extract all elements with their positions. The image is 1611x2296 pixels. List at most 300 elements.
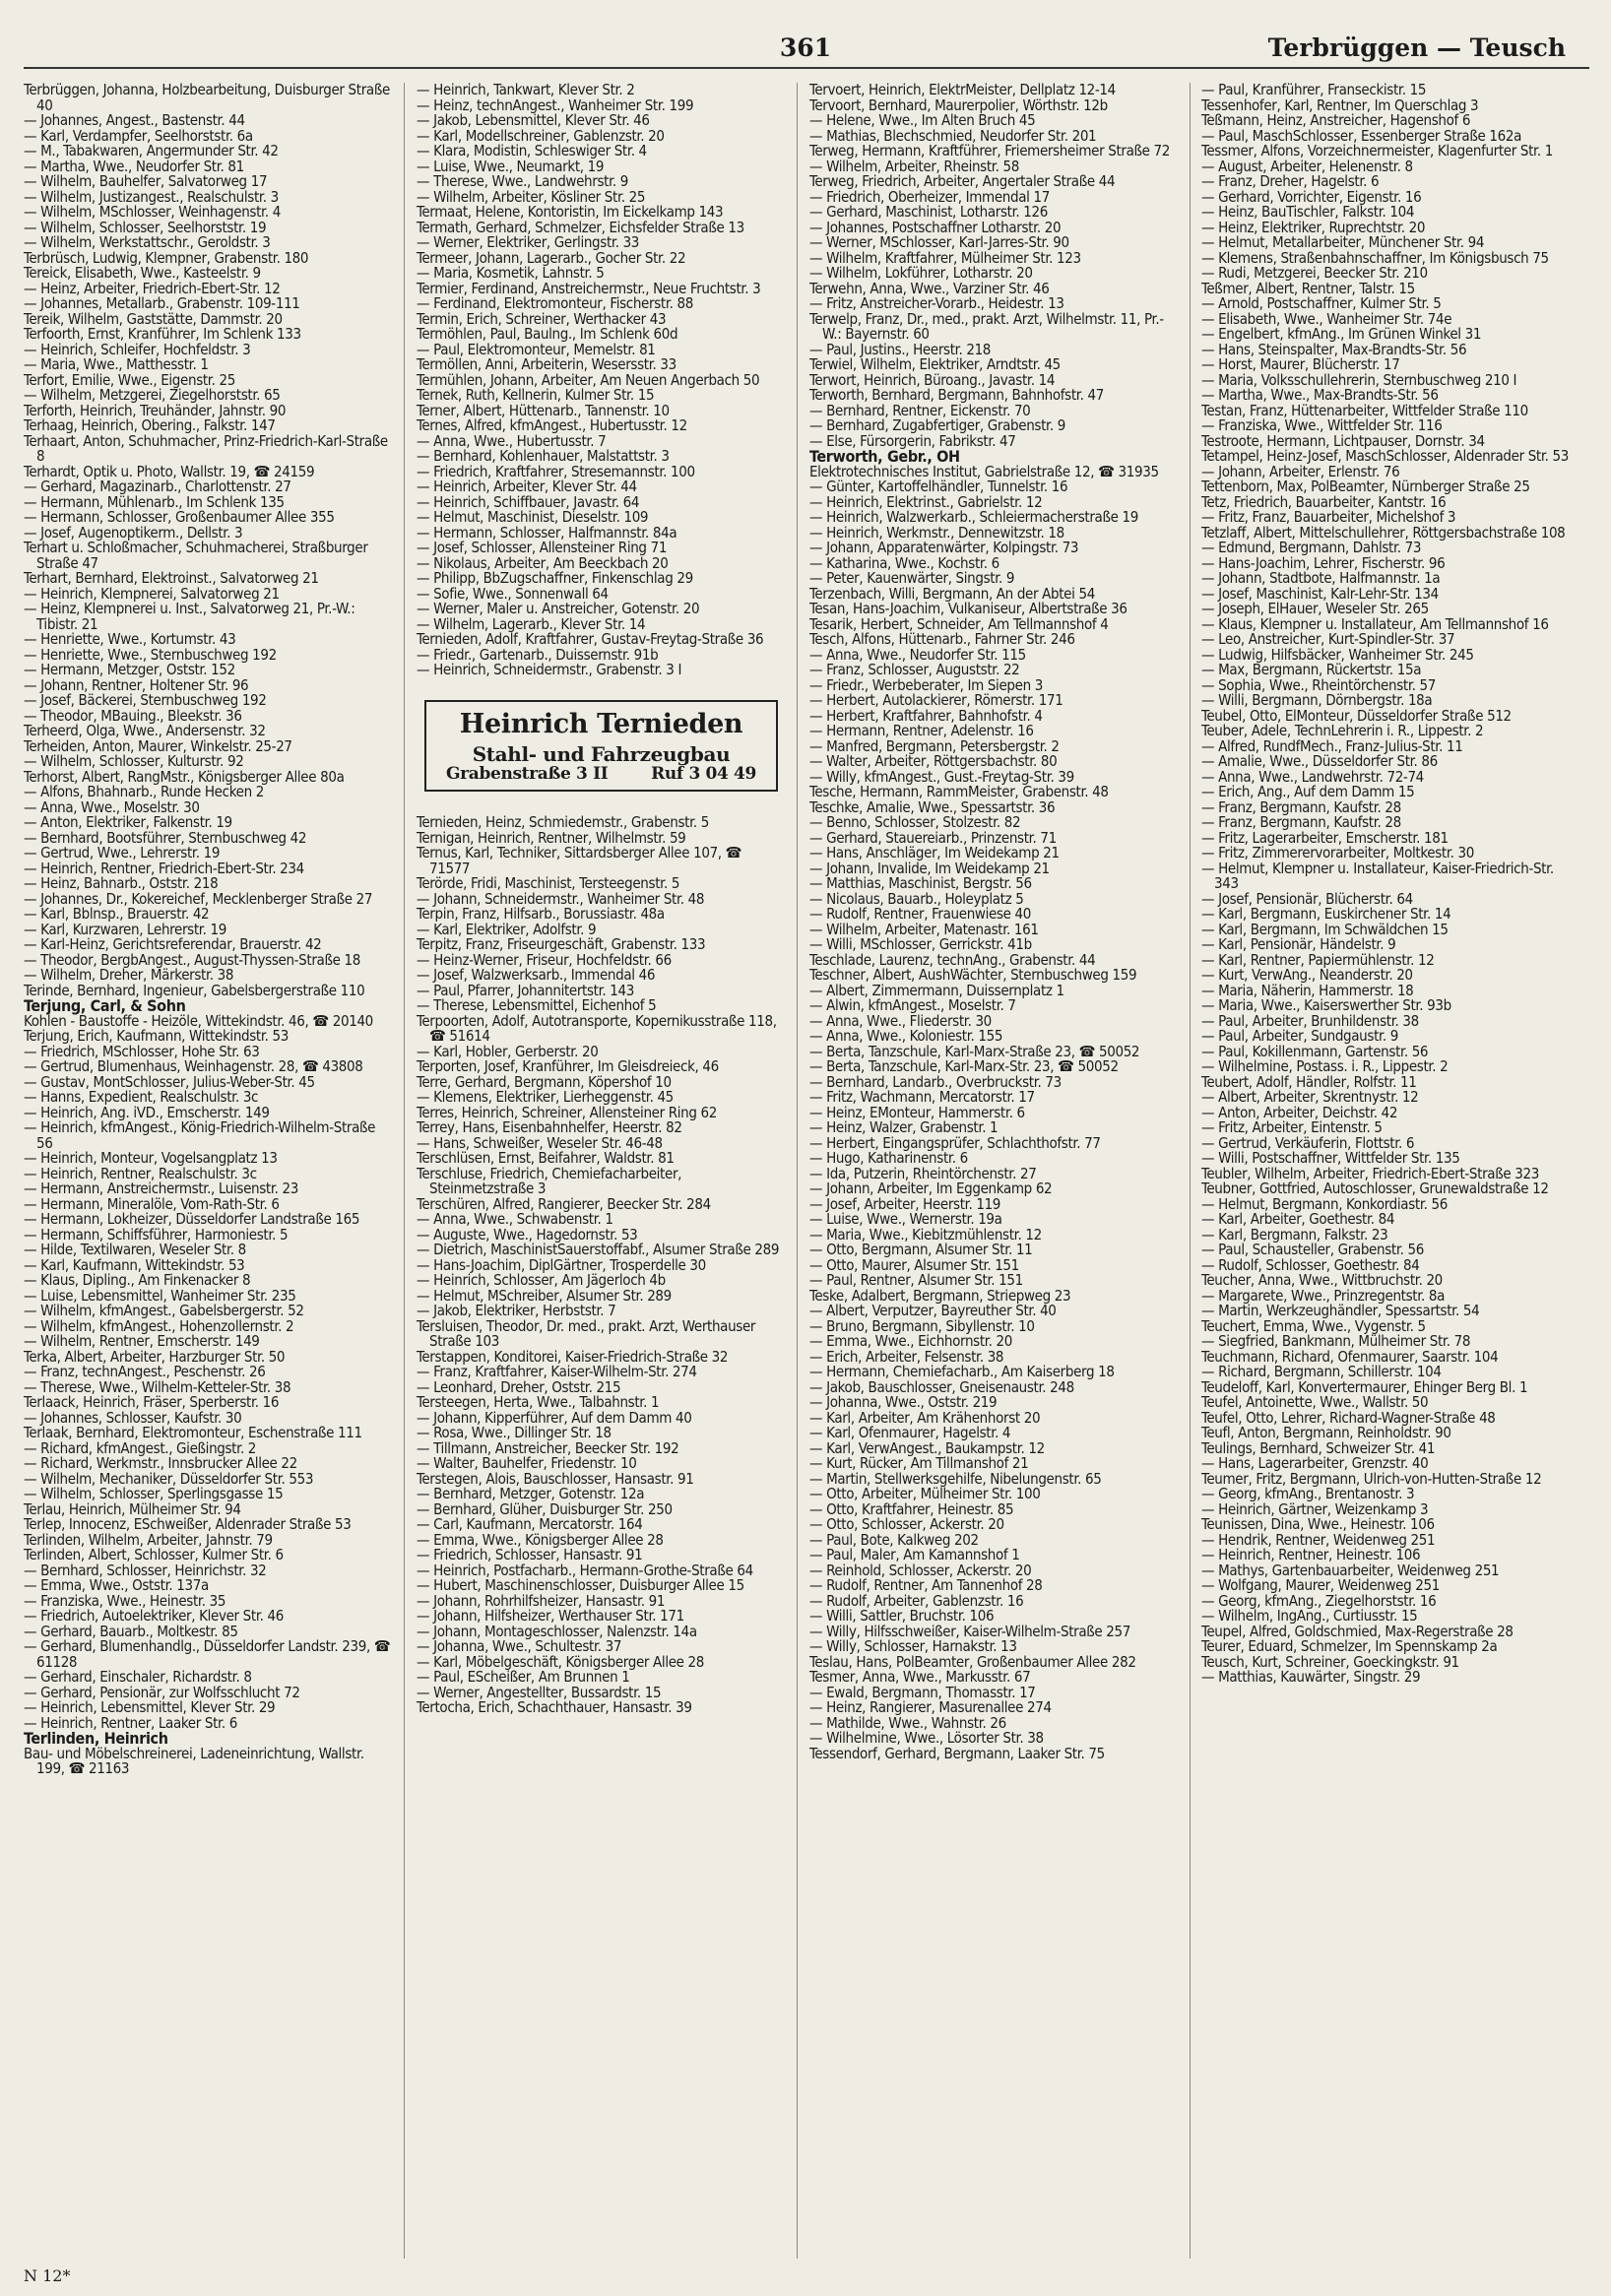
directory-entry: — Karl, Bergmann, Im Schwäldchen 15 — [1201, 920, 1449, 938]
directory-entry: Tesarik, Herbert, Schneider, Am Tellmannshof 4 — [809, 614, 1109, 633]
directory-entry: — Rosa, Wwe., Dillinger Str. 18 — [417, 1424, 612, 1441]
directory-entry: — Wilhelm, Schlosser, Sperlingsgasse 15 — [24, 1485, 284, 1502]
directory-entry: — Emma, Wwe., Eichhornstr. 20 — [809, 1332, 1012, 1350]
directory-entry: — Ida, Putzerin, Rheintörchenstr. 27 — [809, 1164, 1037, 1182]
directory-entry: — Heinz, BauTischler, Falkstr. 104 — [1201, 203, 1415, 221]
directory-entry: — Klaus, Klempner u. Installateur, Am Tellmannshof 16 — [1201, 614, 1549, 633]
directory-entry: — Hans, Schweißer, Weseler Str. 46-48 — [417, 1133, 663, 1152]
directory-entry: — Carl, Kaufmann, Mercatorstr. 164 — [417, 1515, 643, 1533]
directory-entry: — Bernhard, Rentner, Eickenstr. 70 — [809, 401, 1031, 419]
directory-entry: — Wilhelm, MSchlosser, Weinhagenstr. 4 — [24, 203, 281, 221]
directory-entry: Tertocha, Erich, Schachthauer, Hansastr. 39 — [417, 1698, 692, 1716]
directory-entry: — Engelbert, kfmAng., Im Grünen Winkel 31 — [1201, 325, 1482, 343]
directory-entry: — Leonhard, Dreher, Oststr. 215 — [417, 1377, 621, 1396]
directory-entry: Tereik, Wilhelm, Gaststätte, Dammstr. 20 — [24, 309, 283, 328]
directory-entry: — Henriette, Wwe., Kortumstr. 43 — [24, 630, 236, 648]
directory-entry: Teulings, Bernhard, Schweizer Str. 41 — [1201, 1438, 1436, 1457]
directory-entry: Teubert, Adolf, Händler, Rolfstr. 11 — [1201, 1072, 1417, 1091]
directory-entry: — Heinrich, Ang. iVD., Emscherstr. 149 — [24, 1103, 270, 1121]
directory-entry: Terporten, Josef, Kranführer, Im Gleisdreieck, 46 — [417, 1057, 719, 1075]
directory-entry: — Therese, Wwe., Wilhelm-Ketteler-Str. 38 — [24, 1377, 291, 1396]
directory-entry: Terres, Heinrich, Schreiner, Allensteiner Ring 62 — [417, 1103, 717, 1121]
directory-entry: — Wolfgang, Maurer, Weidenweg 251 — [1201, 1576, 1440, 1594]
directory-entry: — Heinrich, Rentner, Realschulstr. 3c — [24, 1164, 257, 1182]
directory-entry: — Johannes, Metallarb., Grabenstr. 109-111 — [24, 294, 300, 312]
directory-entry: — Wilhelm, IngAng., Curtiusstr. 15 — [1201, 1607, 1418, 1625]
directory-entry: — Bernhard, Bootsführer, Sternbuschweg 42 — [24, 828, 307, 847]
directory-entry: — Fritz, Wachmann, Mercatorstr. 17 — [809, 1088, 1035, 1106]
directory-entry: — Heinrich, Gärtner, Weizenkamp 3 — [1201, 1499, 1429, 1518]
directory-entry: — Fritz, Zimmerervorarbeiter, Moltkestr. 30 — [1201, 844, 1474, 861]
directory-entry: — Gerhard, Pensionär, zur Wolfsschlucht 72 — [24, 1683, 300, 1701]
directory-entry: — Karl, Rentner, Papiermühlenstr. 12 — [1201, 950, 1435, 969]
directory-entry: — Maria, Kosmetik, Lahnstr. 5 — [417, 264, 605, 282]
directory-entry: — Bruno, Bergmann, Sibyllenstr. 10 — [809, 1316, 1035, 1335]
directory-entry: — Anna, Wwe., Fliederstr. 30 — [809, 1011, 992, 1030]
directory-entry: — Fritz, Anstreicher-Vorarb., Heidestr. 13 — [809, 294, 1064, 312]
directory-entry: Ternus, Karl, Techniker, Sittardsberger Allee 107, ☎ 71577 — [417, 844, 742, 877]
directory-entry: — Gertrud, Blumenhaus, Weinhagenstr. 28, ☎ 43808 — [24, 1057, 363, 1075]
directory-entry: — Johann, Kipperführer, Auf dem Damm 40 — [417, 1408, 692, 1427]
directory-entry: Tessenhofer, Karl, Rentner, Im Querschlag 3 — [1201, 96, 1479, 114]
directory-entry: — Heinrich, Klempnerei, Salvatorweg 21 — [24, 584, 280, 603]
directory-entry: Terschüren, Alfred, Rangierer, Beecker Str. 284 — [417, 1194, 711, 1213]
directory-entry: — Wilhelm, Arbeiter, Matenastr. 161 — [809, 920, 1039, 938]
directory-entry: Terjung, Carl, & Sohn — [24, 996, 186, 1015]
directory-entry: — Wilhelm, Schlosser, Kulturstr. 92 — [24, 752, 244, 770]
directory-entry: Teschke, Amalie, Wwe., Spessartstr. 36 — [809, 797, 1056, 816]
directory-entry: Terner, Albert, Hüttenarb., Tannenstr. 10 — [417, 401, 670, 419]
directory-entry: — Maria, Wwe., Kiebitzmühlenstr. 12 — [809, 1225, 1042, 1244]
directory-entry: — Wilhelm, Schlosser, Seelhorststr. 19 — [24, 218, 267, 236]
directory-entry: — Peter, Kauenwärter, Singstr. 9 — [809, 569, 1015, 587]
directory-entry: — Josef, Arbeiter, Heerstr. 119 — [809, 1194, 1001, 1213]
directory-entry: Teuber, Adele, TechnLehrerin i. R., Lippestr. 2 — [1201, 722, 1484, 739]
directory-entry: Terhorst, Albert, RangMstr., Königsberger Allee 80a — [24, 767, 345, 786]
directory-entry: — Luise, Wwe., Neumarkt, 19 — [417, 157, 605, 175]
directory-entry: Termöhlen, Paul, Baulng., Im Schlenk 60d — [417, 325, 678, 343]
directory-entry: — Hermann, Schlosser, Halfmannstr. 84a — [417, 523, 677, 542]
directory-entry: — Rudolf, Rentner, Frauenwiese 40 — [809, 905, 1031, 923]
directory-entry: — Karl, Verdampfer, Seelhorststr. 6a — [24, 126, 253, 145]
directory-entry: — Heinrich, Lebensmittel, Klever Str. 29 — [24, 1698, 276, 1716]
directory-entry: — Hubert, Maschinenschlosser, Duisburger Allee 15 — [417, 1576, 744, 1594]
directory-entry: Terhardt, Optik u. Photo, Wallstr. 19, ☎ 24159 — [24, 462, 315, 480]
directory-entry: — Josef, Walzwerksarb., Immendal 46 — [417, 966, 656, 984]
directory-entry: — Hendrik, Rentner, Weidenweg 251 — [1201, 1530, 1436, 1549]
directory-entry: — Hilde, Textilwaren, Weseler Str. 8 — [24, 1241, 246, 1258]
directory-entry: — Johann, Rohrhilfsheizer, Hansastr. 91 — [417, 1591, 666, 1610]
directory-entry: — Otto, Maurer, Alsumer Str. 151 — [809, 1255, 1019, 1274]
directory-entry: — Alfons, Bhahnarb., Runde Hecken 2 — [24, 783, 264, 800]
directory-entry: — Walter, Bauhelfer, Friedenstr. 10 — [417, 1454, 637, 1472]
directory-entry: Teschlade, Laurenz, technAng., Grabenstr. 44 — [809, 950, 1096, 969]
directory-entry: — Matthias, Maschinist, Bergstr. 56 — [809, 874, 1032, 892]
directory-entry: — Johanna, Wwe., Schultestr. 37 — [417, 1637, 622, 1655]
directory-entry: — Wilhelm, Kraftfahrer, Mülheimer Str. 123 — [809, 248, 1081, 267]
directory-entry: Ternek, Ruth, Kellnerin, Kulmer Str. 15 — [417, 386, 655, 404]
directory-entry: — Berta, Tanzschule, Karl-Marx-Straße 23, ☎ 50052 — [809, 1042, 1140, 1060]
directory-entry: — Paul, Justins., Heerstr. 218 — [809, 340, 992, 358]
directory-entry: — Sofie, Wwe., Sonnenwall 64 — [417, 584, 609, 603]
directory-entry: Terwelp, Franz, Dr., med., prakt. Arzt, Wilhelmstr. 11, Pr.-W.: Bayernstr. 60 — [809, 309, 1164, 343]
directory-entry: — Anna, Wwe., Landwehrstr. 72-74 — [1201, 767, 1424, 786]
directory-entry: — Klara, Modistin, Schleswiger Str. 4 — [417, 142, 647, 159]
directory-entry: — Johann, Montageschlosser, Nalenzstr. 14a — [417, 1622, 697, 1640]
directory-entry: — Gerhard, Maschinist, Lotharstr. 126 — [809, 203, 1048, 221]
directory-entry: Terforth, Heinrich, Treuhänder, Jahnstr. 90 — [24, 401, 287, 419]
directory-entry: — Hermann, Schlosser, Großenbaumer Allee 355 — [24, 508, 335, 526]
directory-entry: — Paul, Kranführer, Franseckistr. 15 — [1201, 81, 1427, 98]
directory-entry: Terstegen, Alois, Bauschlosser, Hansastr. 91 — [417, 1469, 694, 1488]
directory-entry: Terrey, Hans, Eisenbahnhelfer, Heerstr. 82 — [417, 1118, 682, 1136]
directory-entry: Teßmer, Albert, Rentner, Talstr. 15 — [1201, 279, 1415, 297]
directory-entry: — Paul, Kokillenmann, Gartenstr. 56 — [1201, 1042, 1429, 1060]
directory-entry: — Rudolf, Rentner, Am Tannenhof 28 — [809, 1576, 1043, 1594]
directory-entry: — Werner, Angestellter, Bussardstr. 15 — [417, 1683, 662, 1701]
advertisement-address: Grabenstraße 3 II — [446, 763, 609, 784]
directory-entry: — Mathys, Gartenbauarbeiter, Weidenweg 251 — [1201, 1561, 1500, 1579]
directory-entry: — Anna, Wwe., Hubertusstr. 7 — [417, 431, 607, 450]
directory-entry: — Heinz, Elektriker, Ruprechtstr. 20 — [1201, 218, 1426, 236]
directory-entry: Kohlen - Baustoffe - Heizöle, Wittekindstr. 46, ☎ 20140 — [24, 1011, 373, 1030]
directory-entry: — Wilhelmine, Postass. i. R., Lippestr. 2 — [1201, 1057, 1449, 1075]
directory-entry: — Heinrich, Monteur, Vogelsangplatz 13 — [24, 1149, 278, 1167]
directory-entry: — Karl, Kurzwaren, Lehrerstr. 19 — [24, 920, 226, 938]
directory-entry: Terwehn, Anna, Wwe., Varziner Str. 46 — [809, 279, 1050, 297]
directory-entry: Teubner, Gottfried, Autoschlosser, Grunewaldstraße 12 — [1201, 1180, 1549, 1197]
directory-entry: — Paul, Elektromonteur, Memelstr. 81 — [417, 340, 656, 358]
directory-entry: Terhart, Bernhard, Elektroinst., Salvatorweg 21 — [24, 569, 319, 587]
directory-entry: — Heinrich, Tankwart, Klever Str. 2 — [417, 81, 635, 98]
directory-entry: Termühlen, Johann, Arbeiter, Am Neuen Angerbach 50 — [417, 370, 760, 389]
directory-entry: — Josef, Augenoptikerm., Dellstr. 3 — [24, 523, 243, 542]
directory-entry: — Werner, Maler u. Anstreicher, Gotenstr. 20 — [417, 600, 700, 617]
directory-entry: — Willi, MSchlosser, Gerrickstr. 41b — [809, 935, 1032, 953]
directory-entry: Terhaag, Heinrich, Obering., Falkstr. 147 — [24, 416, 276, 434]
directory-entry: Tesche, Hermann, RammMeister, Grabenstr. 48 — [809, 783, 1109, 800]
directory-entry: — Karl, Pensionär, Händelstr. 9 — [1201, 935, 1396, 953]
directory-entry: — Johann, Hilfsheizer, Werthauser Str. 171 — [417, 1607, 684, 1625]
directory-entry: — Anton, Arbeiter, Deichstr. 42 — [1201, 1103, 1398, 1121]
directory-entry: — Hans-Joachim, Lehrer, Fischerstr. 96 — [1201, 553, 1446, 572]
directory-entry: Terschluse, Friedrich, Chemiefacharbeiter, Steinmetzstraße 3 — [417, 1164, 682, 1197]
directory-entry: — Herbert, Autolackierer, Römerstr. 171 — [809, 691, 1063, 709]
directory-entry: — Herbert, Kraftfahrer, Bahnhofstr. 4 — [809, 706, 1043, 725]
directory-entry: — Klaus, Dipling., Am Finkenacker 8 — [24, 1271, 251, 1289]
directory-entry: Terschlüsen, Ernst, Beifahrer, Waldstr. 81 — [417, 1149, 675, 1167]
advertisement-contact-row — [432, 763, 770, 784]
directory-entry: Terweg, Hermann, Kraftführer, Friemersheimer Straße 72 — [809, 142, 1171, 159]
directory-entry: — Gerhard, Einschaler, Richardstr. 8 — [24, 1668, 252, 1686]
directory-entry: Terlau, Heinrich, Mülheimer Str. 94 — [24, 1499, 241, 1518]
directory-entry: — Rudolf, Arbeiter, Gablenzstr. 16 — [809, 1591, 1024, 1610]
directory-entry: — Elisabeth, Wwe., Wanheimer Str. 74e — [1201, 309, 1452, 328]
directory-entry: Tetz, Friedrich, Bauarbeiter, Kantstr. 16 — [1201, 492, 1447, 511]
directory-entry: — Katharina, Wwe., Kochstr. 6 — [809, 553, 999, 572]
directory-entry: — M., Tabakwaren, Angermunder Str. 42 — [24, 142, 279, 159]
directory-entry: Termeer, Johann, Lagerarb., Gocher Str. 22 — [417, 248, 686, 267]
column-divider — [797, 83, 798, 2259]
directory-entry: — Heinz-Werner, Friseur, Hochfeldstr. 66 — [417, 950, 672, 969]
directory-entry: Terbrüggen, Johanna, Holzbearbeitung, Duisburger Straße 40 — [24, 81, 390, 114]
directory-entry: — Hans, Steinspalter, Max-Brandts-Str. 56 — [1201, 340, 1467, 358]
directory-entry: — Karl, Elektriker, Adolfstr. 9 — [417, 920, 597, 938]
directory-entry: Tessendorf, Gerhard, Bergmann, Laaker Str. 75 — [809, 1744, 1105, 1762]
directory-entry: — Anna, Wwe., Moselstr. 30 — [24, 797, 200, 816]
directory-entry: — Karl, VerwAngest., Baukampstr. 12 — [809, 1438, 1045, 1457]
directory-entry: — Bernhard, Zugabfertiger, Grabenstr. 9 — [809, 416, 1065, 434]
directory-entry: Teuchmann, Richard, Ofenmaurer, Saarstr. 104 — [1201, 1347, 1499, 1366]
directory-entry: — Gerhard, Bauarb., Moltkestr. 85 — [24, 1622, 238, 1640]
directory-entry: — Heinrich, Rentner, Heinestr. 106 — [1201, 1546, 1421, 1563]
directory-entry: Terlaack, Heinrich, Fräser, Sperberstr. 16 — [24, 1393, 280, 1411]
directory-entry: — Günter, Kartoffelhändler, Tunnelstr. 16 — [809, 478, 1068, 495]
directory-entry: — Maria, Volksschullehrerin, Sternbuschweg 210 I — [1201, 370, 1517, 389]
directory-entry: — Willy, Schlosser, Harnakstr. 13 — [809, 1637, 1017, 1655]
directory-entry: — Helmut, Bergmann, Konkordiastr. 56 — [1201, 1194, 1448, 1213]
directory-entry: — Maria, Näherin, Hammerstr. 18 — [1201, 981, 1414, 999]
directory-entry: — Karl, Möbelgeschäft, Königsberger Allee 28 — [417, 1652, 705, 1671]
directory-entry: — Johann, Arbeiter, Im Eggenkamp 62 — [809, 1180, 1053, 1197]
directory-entry: — Paul, Bote, Kalkweg 202 — [809, 1530, 979, 1549]
directory-entry: — Heinrich, Schiffbauer, Javastr. 64 — [417, 492, 640, 511]
directory-entry: — Hans, Lagerarbeiter, Grenzstr. 40 — [1201, 1454, 1429, 1472]
directory-entry: — Martin, Stellwerksgehilfe, Nibelungenstr. 65 — [809, 1469, 1102, 1488]
directory-entry: Terörde, Fridi, Maschinist, Tersteegenstr. 5 — [417, 874, 680, 892]
directory-entry: Teubel, Otto, ElMonteur, Düsseldorfer Straße 512 — [1201, 706, 1512, 725]
directory-entry: — Max, Bergmann, Rückertstr. 15a — [1201, 661, 1422, 678]
directory-entry: — Paul, EScheißer, Am Brunnen 1 — [417, 1668, 630, 1686]
directory-entry: — Willi, Sattler, Bruchstr. 106 — [809, 1607, 995, 1625]
directory-entry: — Karl, Ofenmaurer, Hagelstr. 4 — [809, 1424, 1011, 1441]
directory-column-1 — [24, 83, 393, 1777]
directory-entry: — Friedr., Gartenarb., Duissernstr. 91b — [417, 645, 659, 664]
directory-entry: — Heinrich, Postfacharb., Hermann-Grothe-Straße 64 — [417, 1561, 753, 1579]
directory-entry: — Alfred, RundfMech., Franz-Julius-Str. 11 — [1201, 736, 1463, 755]
directory-entry: — Friedrich, Kraftfahrer, Stresemannstr. 100 — [417, 462, 695, 480]
directory-entry: Teufl, Anton, Bergmann, Reinholdstr. 90 — [1201, 1424, 1451, 1441]
directory-entry: Terpin, Franz, Hilfsarb., Borussiastr. 48a — [417, 905, 665, 923]
directory-entry: Terworth, Bernhard, Bergmann, Bahnhofstr. 47 — [809, 386, 1104, 404]
directory-entry: — Edmund, Bergmann, Dahlstr. 73 — [1201, 539, 1422, 556]
directory-entry: Tesan, Hans-Joachim, Vulkaniseur, Albertstraße 36 — [809, 600, 1128, 617]
directory-entry: — Fritz, Franz, Bauarbeiter, Michelshof 3 — [1201, 508, 1456, 526]
directory-entry: — Friedrich, Schlosser, Hansastr. 91 — [417, 1546, 643, 1563]
directory-entry: — Fritz, Lagerarbeiter, Emscherstr. 181 — [1201, 828, 1449, 847]
directory-entry: — Jakob, Lebensmittel, Klever Str. 46 — [417, 111, 650, 129]
directory-column-3 — [809, 83, 1179, 1761]
directory-entry: — Ferdinand, Elektromonteur, Fischerstr. 88 — [417, 294, 693, 312]
directory-entry: — Philipp, BbZugschaffner, Finkenschlag 29 — [417, 569, 693, 587]
directory-entry: — Herbert, Eingangsprüfer, Schlachthofstr. 77 — [809, 1133, 1101, 1152]
directory-entry: — Richard, kfmAngest., Gießingstr. 2 — [24, 1438, 257, 1457]
directory-column-4 — [1201, 83, 1571, 1686]
directory-entry: Terre, Gerhard, Bergmann, Köpershof 10 — [417, 1072, 672, 1091]
directory-entry: — Josef, Bäckerei, Sternbuschweg 192 — [24, 691, 267, 709]
directory-entry: — Johann, Rentner, Holtener Str. 96 — [24, 675, 249, 694]
directory-entry: — Klemens, Elektriker, Lierheggenstr. 45 — [417, 1088, 674, 1106]
directory-entry: — Henriette, Wwe., Sternbuschweg 192 — [24, 645, 277, 664]
directory-entry: Teuchert, Emma, Wwe., Vygenstr. 5 — [1201, 1316, 1426, 1335]
directory-entry: — Gerhard, Magazinarb., Charlottenstr. 27 — [24, 478, 291, 495]
directory-column-2 — [417, 83, 786, 1716]
directory-entry: — Luise, Wwe., Wernerstr. 19a — [809, 1210, 1002, 1228]
directory-entry: Terlinden, Wilhelm, Arbeiter, Jahnstr. 79 — [24, 1530, 273, 1549]
directory-entry: — Berta, Tanzschule, Karl-Marx-Str. 23, ☎ 50052 — [809, 1057, 1119, 1075]
directory-entry: Terzenbach, Willi, Bergmann, An der Abtei 54 — [809, 584, 1095, 603]
directory-entry: — Albert, Verputzer, Bayreuther Str. 40 — [809, 1302, 1057, 1319]
directory-entry: Terlinden, Heinrich — [24, 1729, 168, 1748]
directory-entry: — Manfred, Bergmann, Petersbergstr. 2 — [809, 736, 1060, 755]
directory-entry: — Hanns, Expedient, Realschulstr. 3c — [24, 1088, 259, 1106]
directory-entry: — Paul, Maler, Am Kamannshof 1 — [809, 1546, 1020, 1563]
directory-entry: — Josef, Pensionär, Blücherstr. 64 — [1201, 889, 1413, 908]
directory-entry: — Friedrich, MSchlosser, Hohe Str. 63 — [24, 1042, 260, 1060]
directory-entry: Bau- und Möbelschreinerei, Ladeneinrichtung, Wallstr. 199, ☎ 21163 — [24, 1744, 364, 1777]
directory-entry: — Benno, Schlosser, Stolzestr. 82 — [809, 813, 1021, 831]
directory-entry: — August, Arbeiter, Helenenstr. 8 — [1201, 157, 1413, 175]
directory-entry: Teudeloff, Karl, Konvertermaurer, Ehinger Berg Bl. 1 — [1201, 1377, 1528, 1396]
directory-entry: Tettenborn, Max, PolBeamter, Nürnberger Straße 25 — [1201, 478, 1530, 495]
directory-entry: — Alwin, kfmAngest., Moselstr. 7 — [809, 996, 1016, 1014]
directory-entry: — Hermann, Mühlenarb., Im Schlenk 135 — [24, 492, 285, 511]
directory-entry: Terwiel, Wilhelm, Elektriker, Arndtstr. 45 — [809, 355, 1061, 373]
directory-entry: — Heinz, Walzer, Grabenstr. 1 — [809, 1118, 999, 1136]
directory-entry: Teufel, Otto, Lehrer, Richard-Wagner-Straße 48 — [1201, 1408, 1496, 1427]
directory-entry: Teusch, Kurt, Schreiner, Goeckingkstr. 91 — [1201, 1652, 1459, 1671]
directory-entry: — Bernhard, Glüher, Duisburger Str. 250 — [417, 1499, 673, 1518]
directory-entry: — Maria, Wwe., Kaiserswerther Str. 93b — [1201, 996, 1451, 1014]
directory-entry: — Karl, Kaufmann, Wittekindstr. 53 — [24, 1255, 245, 1274]
directory-entry: — Heinrich, Werkmstr., Dennewitzstr. 18 — [809, 523, 1064, 542]
directory-entry: — Mathilde, Wwe., Wahnstr. 26 — [809, 1713, 1006, 1732]
directory-entry: — Helmut, Metallarbeiter, Münchener Str. 94 — [1201, 233, 1485, 251]
directory-entry: — Paul, Rentner, Alsumer Str. 151 — [809, 1271, 1023, 1289]
directory-entry: Teske, Adalbert, Bergmann, Striepweg 23 — [809, 1286, 1071, 1305]
directory-entry: — Wilhelm, kfmAngest., Hohenzollernstr. 2 — [24, 1316, 294, 1335]
directory-entry: Tersteegen, Herta, Wwe., Talbahnstr. 1 — [417, 1393, 660, 1411]
advertisement-tagline: Stahl- und Fahrzeugbau — [472, 741, 731, 766]
directory-entry: — Therese, Lebensmittel, Eichenhof 5 — [417, 996, 657, 1014]
directory-entry: — Margarete, Wwe., Prinzregentstr. 8a — [1201, 1286, 1446, 1305]
directory-entry: — Arnold, Postschaffner, Kulmer Str. 5 — [1201, 294, 1442, 312]
directory-entry: — Wilhelm, Lokführer, Lotharstr. 20 — [809, 264, 1033, 282]
directory-entry: — Bernhard, Landarb., Overbruckstr. 73 — [809, 1072, 1062, 1091]
directory-entry: — Otto, Bergmann, Alsumer Str. 11 — [809, 1241, 1033, 1258]
directory-entry: Terlep, Innocenz, ESchweißer, Aldenrader Straße 53 — [24, 1515, 352, 1533]
directory-entry: — Bernhard, Metzger, Gotenstr. 12a — [417, 1485, 645, 1502]
directory-entry: — Karl, Bergmann, Euskirchener Str. 14 — [1201, 905, 1451, 923]
directory-entry: — Nicolaus, Bauarb., Holeyplatz 5 — [809, 889, 1024, 908]
directory-entry: — Auguste, Wwe., Hagedornstr. 53 — [417, 1225, 638, 1244]
directory-entry: — Johannes, Dr., Kokereichef, Mecklenberger Straße 27 — [24, 889, 373, 908]
directory-entry: Terinde, Bernhard, Ingenieur, Gabelsbergerstraße 110 — [24, 981, 365, 999]
directory-entry: Terjung, Erich, Kaufmann, Wittekindstr. 53 — [24, 1027, 290, 1045]
directory-entry: — Johannes, Schlosser, Kaufstr. 30 — [24, 1408, 242, 1427]
directory-entry: Terhart u. Schloßmacher, Schuhmacherei, Straßburger Straße 47 — [24, 539, 368, 572]
directory-entry: — Franz, Schlosser, Auguststr. 22 — [809, 661, 1020, 678]
directory-entry: — Karl, Bblnsp., Brauerstr. 42 — [24, 905, 210, 923]
directory-entry: — Horst, Maurer, Blücherstr. 17 — [1201, 355, 1400, 373]
directory-entry: — Wilhelm, Werkstattschr., Geroldstr. 3 — [24, 233, 271, 251]
directory-entry: Ternigan, Heinrich, Rentner, Wilhelmstr. 59 — [417, 828, 686, 847]
directory-entry: Testroote, Hermann, Lichtpauser, Dornstr. 34 — [1201, 431, 1485, 450]
directory-entry: Teunissen, Dina, Wwe., Heinestr. 106 — [1201, 1515, 1435, 1533]
directory-entry: Terbrüsch, Ludwig, Klempner, Grabenstr. 180 — [24, 248, 309, 267]
directory-entry: — Wilhelm, Lagerarb., Klever Str. 14 — [417, 614, 646, 633]
directory-entry: Tervoort, Bernhard, Maurerpolier, Wörthstr. 12b — [809, 96, 1108, 114]
directory-entry: — Ludwig, Hilfsbäcker, Wanheimer Str. 245 — [1201, 645, 1474, 664]
directory-entry: Teurer, Eduard, Schmelzer, Im Spennskamp 2a — [1201, 1637, 1498, 1655]
directory-entry: Terpoorten, Adolf, Autotransporte, Kopernikusstraße 118, ☎ 51614 — [417, 1011, 777, 1045]
directory-entry: — Tillmann, Anstreicher, Beecker Str. 192 — [417, 1438, 679, 1457]
directory-entry: — Heinrich, Schleifer, Hochfeldstr. 3 — [24, 340, 251, 358]
directory-entry: — Wilhelmine, Wwe., Lösorter Str. 38 — [809, 1729, 1044, 1747]
directory-entry: — Helene, Wwe., Im Alten Bruch 45 — [809, 111, 1036, 129]
directory-entry: — Richard, Bergmann, Schillerstr. 104 — [1201, 1363, 1442, 1380]
directory-entry: Terheerd, Olga, Wwe., Andersenstr. 32 — [24, 722, 266, 739]
directory-entry: — Dietrich, MaschinistSauerstoffabf., Alsumer Straße 289 — [417, 1241, 780, 1258]
directory-entry: — Hans-Joachim, DiplGärtner, Trosperdelle 30 — [417, 1255, 706, 1274]
directory-entry: — Karl, Arbeiter, Goethestr. 84 — [1201, 1210, 1395, 1228]
directory-entry: — Willy, kfmAngest., Gust.-Freytag-Str. 39 — [809, 767, 1074, 786]
directory-entry: — Wilhelm, Rentner, Emscherstr. 149 — [24, 1332, 260, 1350]
directory-entry: — Franziska, Wwe., Wittfelder Str. 116 — [1201, 416, 1443, 434]
directory-entry: Terfoorth, Ernst, Kranführer, Im Schlenk 133 — [24, 325, 301, 343]
directory-entry: — Martha, Wwe., Max-Brandts-Str. 56 — [1201, 386, 1439, 404]
directory-entry: — Erich, Ang., Auf dem Damm 15 — [1201, 783, 1415, 800]
directory-entry: Terpitz, Franz, Friseurgeschäft, Grabenstr. 133 — [417, 935, 706, 953]
directory-entry: — Kurt, Rücker, Am Tillmanshof 21 — [809, 1454, 1029, 1472]
directory-entry: — Gertrud, Wwe., Lehrerstr. 19 — [24, 844, 221, 861]
directory-entry: — Wilhelm, kfmAngest., Gabelsbergerstr. 52 — [24, 1302, 304, 1319]
directory-entry: — Heinz, Klempnerei u. Inst., Salvatorweg 21, Pr.-W.: Tibistr. 21 — [24, 600, 355, 633]
directory-entry: — Paul, MaschSchlosser, Essenberger Straße 162a — [1201, 126, 1521, 145]
directory-entry: — Friedr., Werbeberater, Im Siepen 3 — [809, 675, 1043, 694]
directory-entry: — Ewald, Bergmann, Thomasstr. 17 — [809, 1683, 1036, 1701]
directory-entry: — Gustav, MontSchlosser, Julius-Weber-Str. 45 — [24, 1072, 315, 1091]
directory-entry: — Hermann, Lokheizer, Düsseldorfer Landstraße 165 — [24, 1210, 360, 1228]
directory-entry: — Franz, technAngest., Peschenstr. 26 — [24, 1363, 266, 1380]
directory-entry: — Reinhold, Schlosser, Ackerstr. 20 — [809, 1561, 1032, 1579]
directory-entry: — Rudi, Metzgerei, Beecker Str. 210 — [1201, 264, 1428, 282]
directory-entry: — Else, Fürsorgerin, Fabrikstr. 47 — [809, 431, 1016, 450]
directory-entry: — Friedrich, Oberheizer, Immendal 17 — [809, 187, 1050, 206]
directory-entry: — Siegfried, Bankmann, Mülheimer Str. 78 — [1201, 1332, 1471, 1350]
directory-entry: — Anna, Wwe., Koloniestr. 155 — [809, 1027, 1003, 1045]
directory-entry: — Karl, Arbeiter, Am Krähenhorst 20 — [809, 1408, 1041, 1427]
directory-entry: Terstappen, Konditorei, Kaiser-Friedrich-Straße 32 — [417, 1347, 729, 1366]
directory-entry: Terweg, Friedrich, Arbeiter, Angertaler Straße 44 — [809, 172, 1116, 190]
directory-entry: — Therese, Wwe., Landwehrstr. 9 — [417, 172, 628, 190]
directory-entry: — Bernhard, Kohlenhauer, Malstattstr. 3 — [417, 447, 670, 465]
directory-entry: — Wilhelm, Metzgerei, Ziegelhorststr. 65 — [24, 386, 281, 404]
directory-entry: — Otto, Arbeiter, Mülheimer Str. 100 — [809, 1485, 1041, 1502]
directory-entry: Tereick, Elisabeth, Wwe., Kasteelstr. 9 — [24, 264, 261, 282]
advertisement-box — [424, 700, 778, 793]
directory-entry: Teucher, Anna, Wwe., Wittbruchstr. 20 — [1201, 1271, 1443, 1289]
directory-entry: — Richard, Werkmstr., Innsbrucker Allee 22 — [24, 1454, 297, 1472]
directory-entry: Terworth, Gebr., OH — [809, 447, 960, 466]
directory-entry: — Willi, Postschaffner, Wittfelder Str. 135 — [1201, 1149, 1460, 1167]
directory-entry: Termath, Gerhard, Schmelzer, Eichsfelder Straße 13 — [417, 218, 744, 236]
directory-entry: — Hans, Anschläger, Im Weidekamp 21 — [809, 844, 1060, 861]
directory-entry: Terka, Albert, Arbeiter, Harzburger Str. 50 — [24, 1347, 286, 1366]
directory-entry: Termöllen, Anni, Arbeiterin, Wesersstr. 33 — [417, 355, 677, 373]
directory-entry: — Heinz, Arbeiter, Friedrich-Ebert-Str. 12 — [24, 279, 281, 297]
directory-entry: Tesmer, Anna, Wwe., Markusstr. 67 — [809, 1668, 1031, 1686]
